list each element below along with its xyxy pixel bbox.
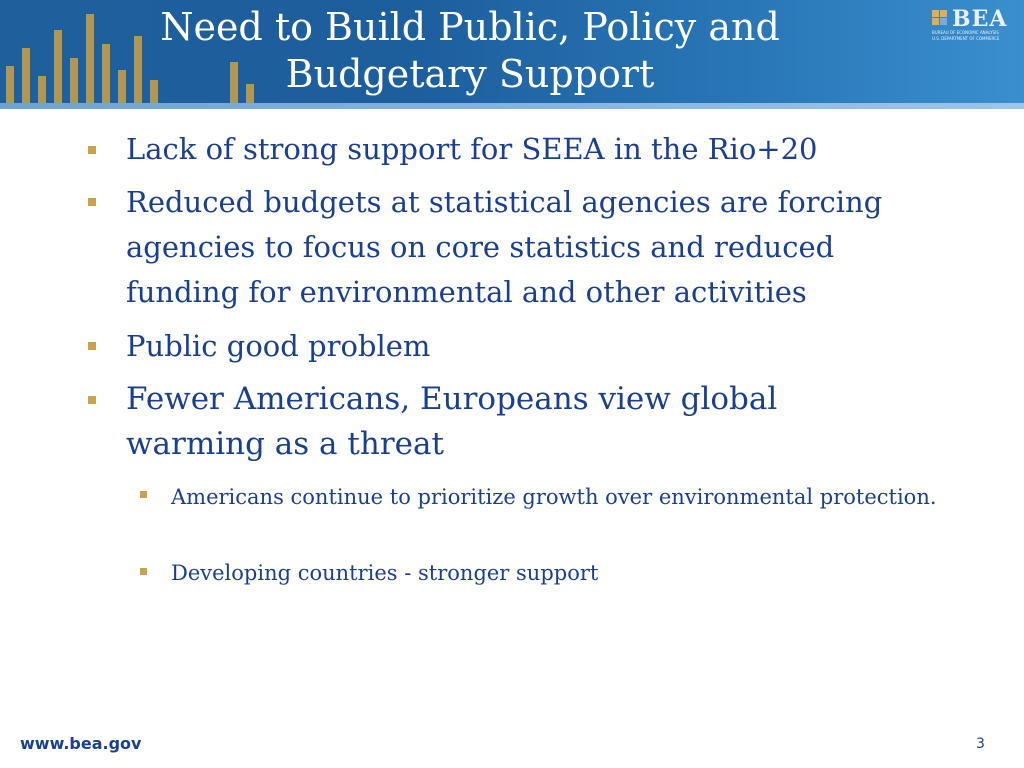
bullet-marker [88, 198, 96, 206]
header-divider [0, 103, 1024, 109]
sub-bullet-item: Americans continue to prioritize growth over environmental protection. [171, 485, 937, 509]
bea-logo-mark-icon [932, 10, 948, 26]
bullet-marker [88, 396, 96, 404]
page-number: 3 [976, 736, 985, 752]
sub-bullet-item: Developing countries - stronger support [171, 561, 599, 585]
bullet-item: Fewer Americans, Europeans view global warming as a threat [126, 381, 778, 462]
logo-subtitle-2: U.S. DEPARTMENT OF COMMERCE [932, 36, 1000, 41]
bullet-item: Lack of strong support for SEEA in the Rio+20 [126, 132, 818, 166]
footer-url-link[interactable]: www.bea.gov [20, 734, 142, 753]
bullet-marker [88, 146, 96, 154]
header-banner [0, 0, 1024, 106]
bea-logo [932, 6, 1018, 41]
slide-title: Need to Build Public, Policy and Budgetary Support [160, 5, 780, 96]
bullet-item: Public good problem [126, 329, 431, 363]
bullet-item: Reduced budgets at statistical agencies are forcing agencies to focus on core statistics and reduced funding for environmental and other activities [126, 185, 883, 309]
logo-text: BEA [952, 6, 1008, 32]
sub-bullet-marker [140, 491, 147, 498]
bullet-marker [88, 342, 96, 350]
sub-bullet-marker [140, 568, 147, 575]
logo-subtitle: BUREAU OF ECONOMIC ANALYSIS [932, 30, 999, 35]
